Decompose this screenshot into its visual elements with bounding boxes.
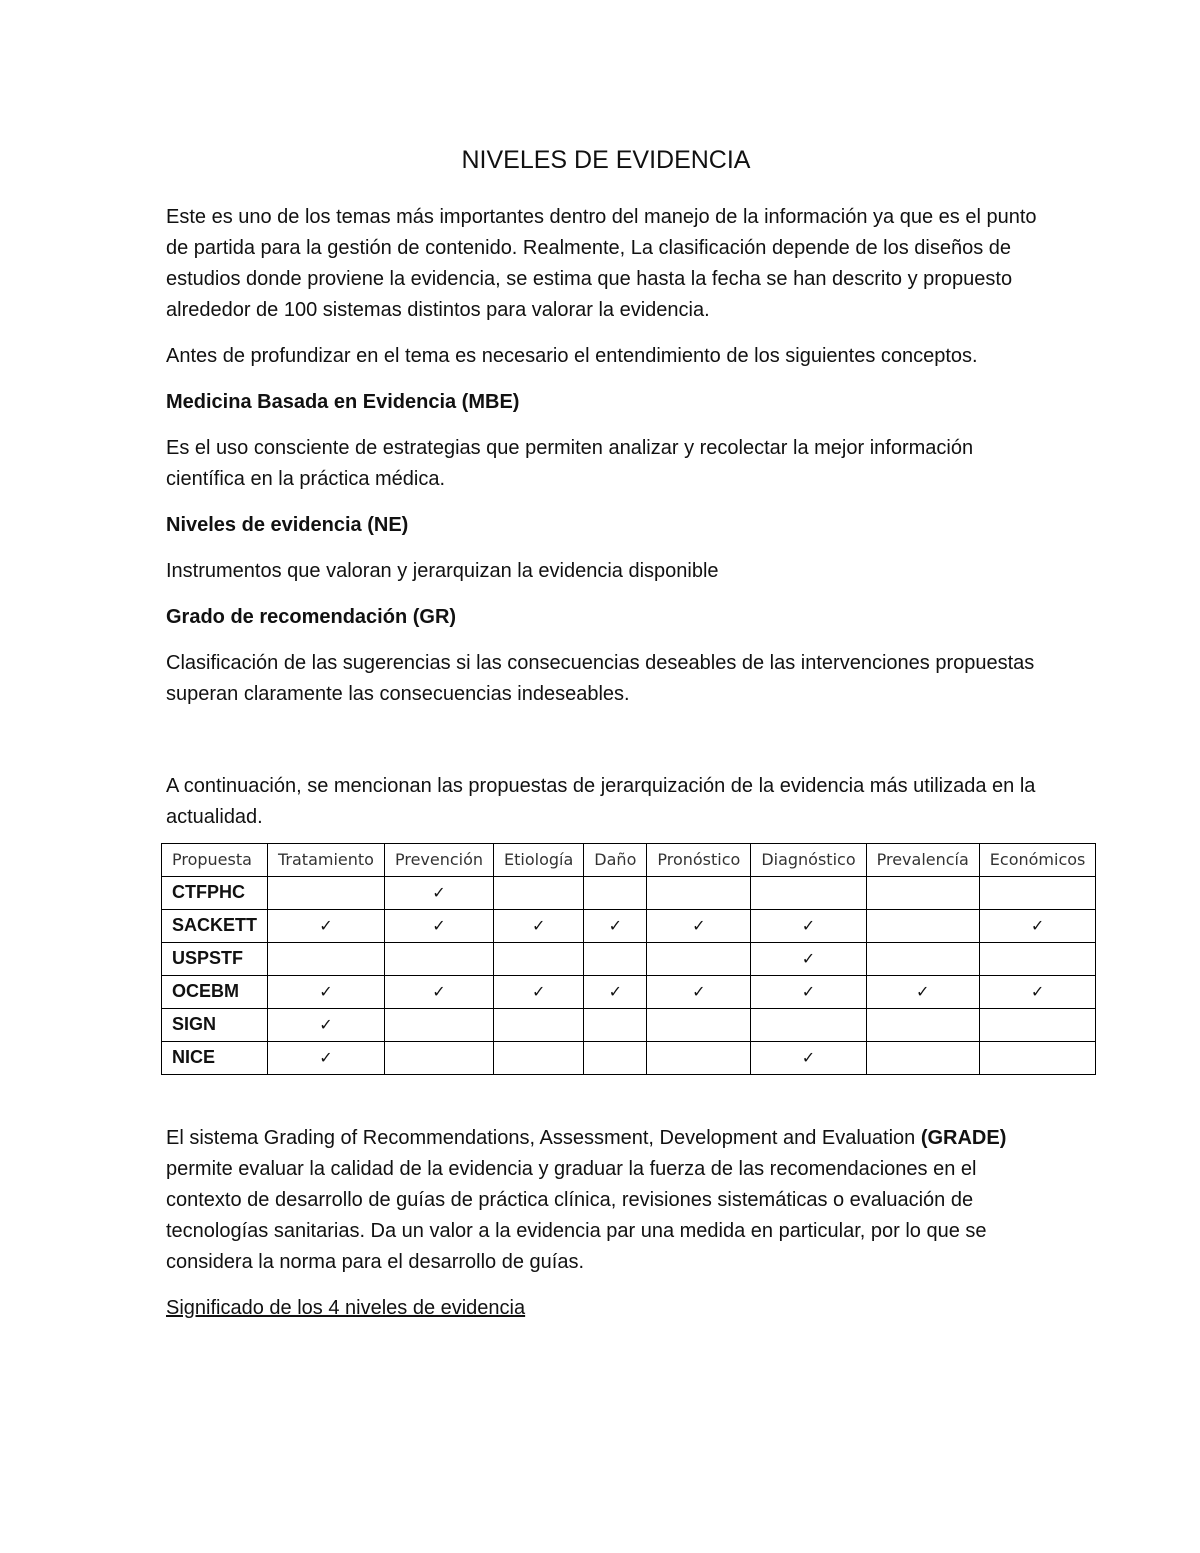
ne-paragraph: Instrumentos que valoran y jerarquizan la evidencia disponible xyxy=(166,560,719,582)
check-mark-cell: ✓ xyxy=(751,1042,866,1075)
check-mark-cell: ✓ xyxy=(979,976,1096,1009)
empty-cell xyxy=(866,943,979,976)
grade-paragraph xyxy=(166,1123,1046,1278)
empty-cell xyxy=(751,877,866,910)
table-header-row xyxy=(162,844,1096,877)
check-mark-cell: ✓ xyxy=(268,1009,385,1042)
empty-cell xyxy=(866,910,979,943)
empty-cell xyxy=(268,877,385,910)
table-header-cell: Etiología xyxy=(494,844,584,877)
empty-cell xyxy=(268,943,385,976)
proposal-name-cell: SACKETT xyxy=(162,910,268,943)
empty-cell xyxy=(384,943,493,976)
blank-line xyxy=(166,725,1046,771)
table-row xyxy=(162,976,1096,1009)
table-header-cell: Económicos xyxy=(979,844,1096,877)
proposal-name-cell: CTFPHC xyxy=(162,877,268,910)
grade-acronym: (GRADE) xyxy=(920,1127,1007,1149)
empty-cell xyxy=(584,1009,647,1042)
check-mark-cell: ✓ xyxy=(584,976,647,1009)
empty-cell xyxy=(494,1042,584,1075)
check-mark-cell: ✓ xyxy=(751,910,866,943)
check-mark-cell: ✓ xyxy=(647,910,751,943)
grade-text-start: El sistema Grading of Recommendations, Assessment, Development and Evaluation xyxy=(166,1127,921,1149)
proposal-name-cell: OCEBM xyxy=(162,976,268,1009)
check-mark-cell: ✓ xyxy=(647,976,751,1009)
empty-cell xyxy=(751,1009,866,1042)
check-mark-cell: ✓ xyxy=(979,910,1096,943)
table-header-cell: Prevención xyxy=(384,844,493,877)
empty-cell xyxy=(866,877,979,910)
empty-cell xyxy=(979,877,1096,910)
significado-heading: Significado de los 4 niveles de evidencia xyxy=(166,1297,526,1319)
empty-cell xyxy=(647,1042,751,1075)
empty-cell xyxy=(384,1042,493,1075)
grade-text-end: permite evaluar la calidad de la evidencia y graduar la fuerza de las recomendaciones en el contexto de desarrollo de guías de práctica clínica, revisiones sistemáticas o evaluación de tecnologías sanitarias. Da un valor a la evidencia par una medida en particular, por lo que se considera la norma para el desarrollo de guías. xyxy=(166,1158,987,1273)
check-mark-cell: ✓ xyxy=(751,976,866,1009)
gr-heading: Grado de recomendación (GR) xyxy=(166,606,457,628)
table-row xyxy=(162,1009,1096,1042)
table-row xyxy=(162,910,1096,943)
empty-cell xyxy=(979,1009,1096,1042)
check-mark-cell: ✓ xyxy=(494,910,584,943)
proposal-name-cell: USPSTF xyxy=(162,943,268,976)
check-mark-cell: ✓ xyxy=(384,976,493,1009)
empty-cell xyxy=(866,1009,979,1042)
empty-cell xyxy=(584,877,647,910)
page-title: NIVELES DE EVIDENCIA xyxy=(461,146,751,174)
mbe-heading: Medicina Basada en Evidencia (MBE) xyxy=(166,391,520,413)
check-mark-cell: ✓ xyxy=(268,910,385,943)
table-row xyxy=(162,943,1096,976)
check-mark-cell: ✓ xyxy=(584,910,647,943)
check-mark-cell: ✓ xyxy=(494,976,584,1009)
table-header-cell: Prevalencía xyxy=(866,844,979,877)
check-mark-cell: ✓ xyxy=(384,910,493,943)
table-header-cell: Tratamiento xyxy=(268,844,385,877)
empty-cell xyxy=(647,877,751,910)
check-mark-cell: ✓ xyxy=(268,976,385,1009)
empty-cell xyxy=(647,943,751,976)
empty-cell xyxy=(584,1042,647,1075)
table-row xyxy=(162,1042,1096,1075)
empty-cell xyxy=(979,1042,1096,1075)
check-mark-cell: ✓ xyxy=(866,976,979,1009)
table-header-cell: Daño xyxy=(584,844,647,877)
table-header-cell: Propuesta xyxy=(162,844,268,877)
table-row xyxy=(162,877,1096,910)
check-mark-cell: ✓ xyxy=(268,1042,385,1075)
evidence-hierarchy-table xyxy=(161,843,1096,1075)
table-header-cell: Pronóstico xyxy=(647,844,751,877)
proposal-name-cell: SIGN xyxy=(162,1009,268,1042)
intro-paragraph: Este es uno de los temas más importantes dentro del manejo de la información ya que es el punto de partida para la gestión de contenido. Realmente, La clasificación depende de los diseños de estudios donde proviene la evidencia, se estima que hasta la fecha se han descrito y propuesto alrededor de 100 sistemas distintos para valorar la evidencia. xyxy=(166,206,1037,321)
document-content xyxy=(166,140,1086,1339)
ne-heading: Niveles de evidencia (NE) xyxy=(166,514,409,536)
check-mark-cell: ✓ xyxy=(751,943,866,976)
empty-cell xyxy=(979,943,1096,976)
table-body xyxy=(162,877,1096,1075)
empty-cell xyxy=(584,943,647,976)
empty-cell xyxy=(647,1009,751,1042)
gr-paragraph: Clasificación de las sugerencias si las consecuencias deseables de las intervenciones propuestas superan claramente las consecuencias indeseables. xyxy=(166,652,1035,705)
empty-cell xyxy=(494,877,584,910)
empty-cell xyxy=(494,1009,584,1042)
empty-cell xyxy=(384,1009,493,1042)
check-mark-cell: ✓ xyxy=(384,877,493,910)
proposal-name-cell: NICE xyxy=(162,1042,268,1075)
mbe-paragraph: Es el uso consciente de estrategias que permiten analizar y recolectar la mejor información científica en la práctica médica. xyxy=(166,437,974,490)
table-header-cell: Diagnóstico xyxy=(751,844,866,877)
empty-cell xyxy=(494,943,584,976)
empty-cell xyxy=(866,1042,979,1075)
table-intro-paragraph: A continuación, se mencionan las propuestas de jerarquización de la evidencia más utilizada en la actualidad. xyxy=(166,775,1036,828)
concepts-paragraph: Antes de profundizar en el tema es necesario el entendimiento de los siguientes conceptos. xyxy=(166,345,978,367)
